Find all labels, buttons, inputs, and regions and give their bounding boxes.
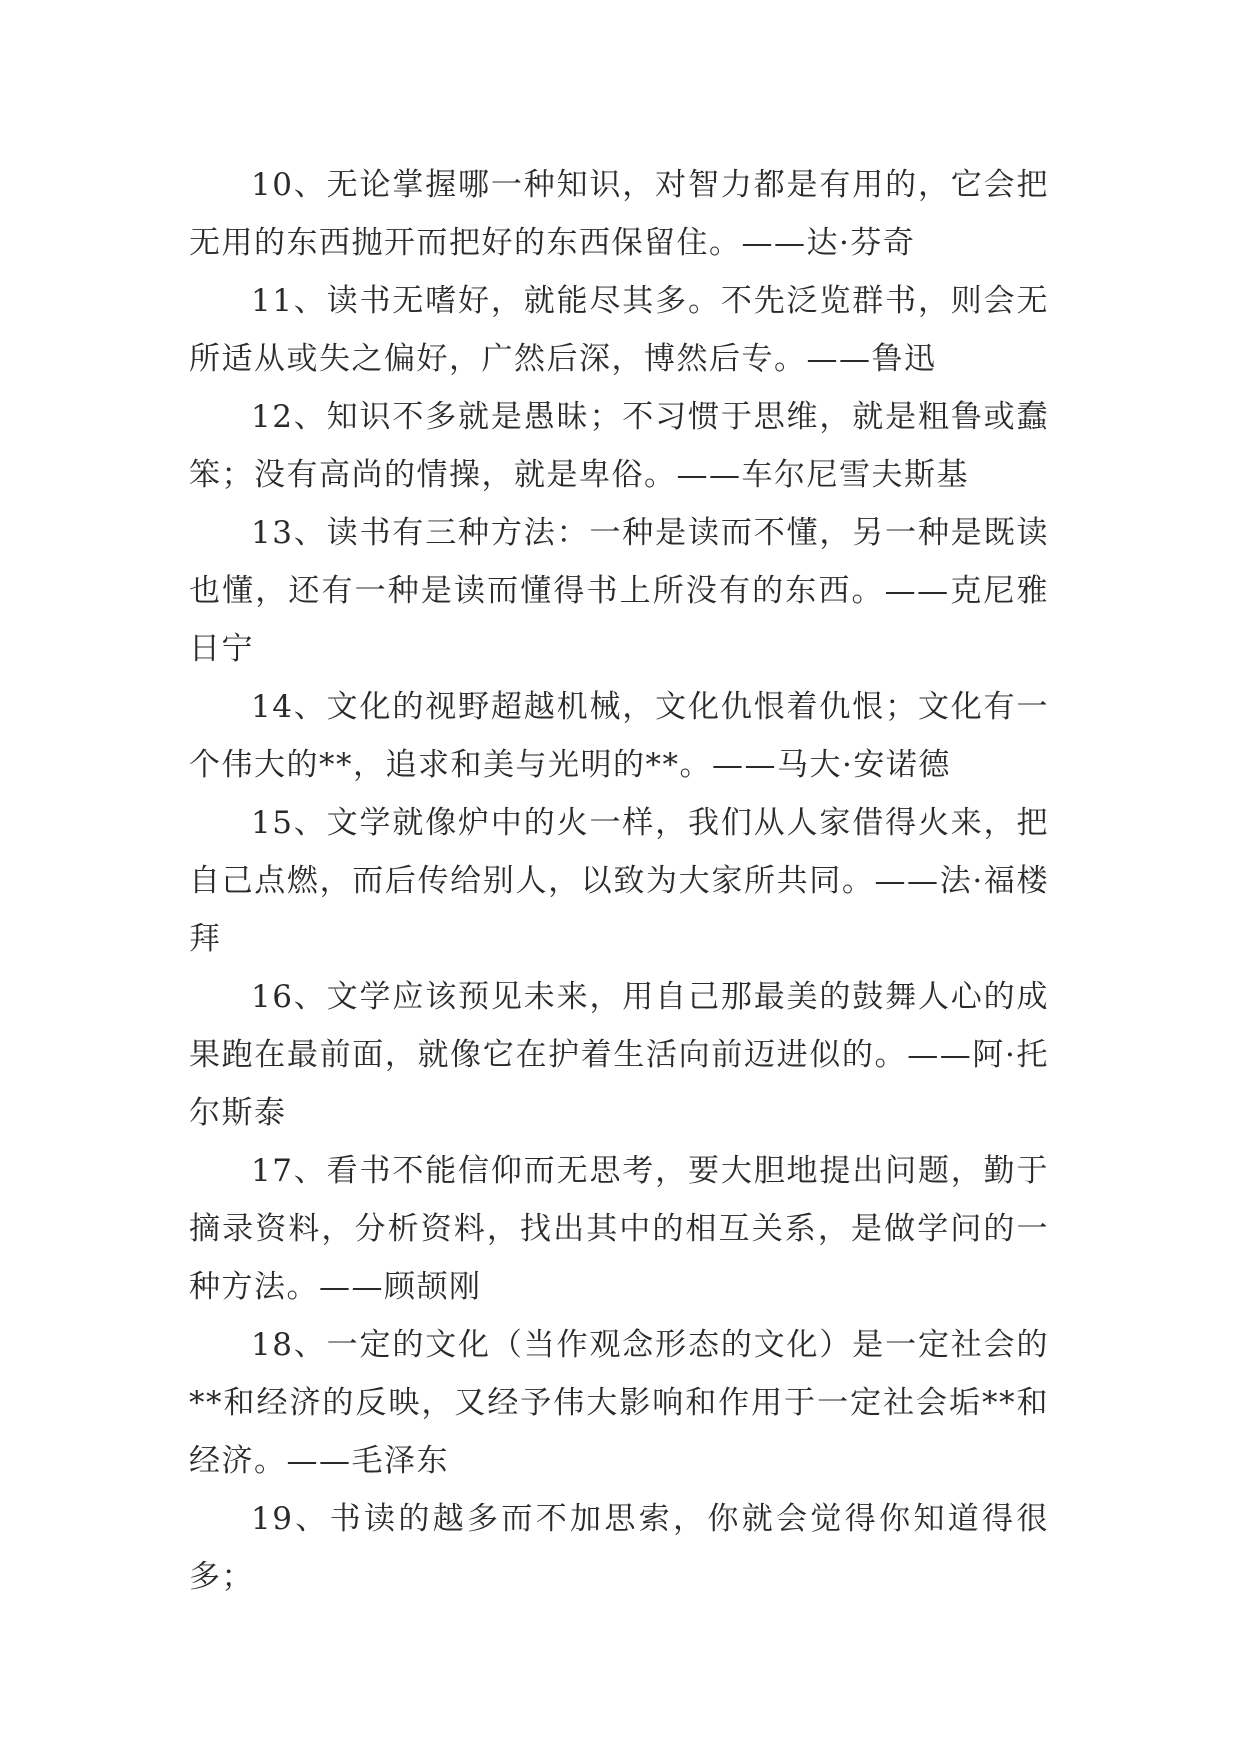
quote-paragraph-14: 14、文化的视野超越机械，文化仇恨着仇恨；文化有一个伟大的**，追求和美与光明的**。——马大·安诺德 [189,689,1049,783]
quote-paragraph-13: 13、读书有三种方法：一种是读而不懂，另一种是既读也懂，还有一种是读而懂得书上所没有的东西。——克尼雅日宁 [189,515,1049,667]
quote-paragraph-19: 19、书读的越多而不加思索，你就会觉得你知道得很多； [189,1501,1049,1595]
quote-paragraph-15: 15、文学就像炉中的火一样，我们从人家借得火来，把自己点燃，而后传给别人，以致为大家所共同。——法·福楼拜 [189,805,1049,957]
quote-paragraph-11: 11、读书无嗜好，就能尽其多。不先泛览群书，则会无所适从或失之偏好，广然后深，博然后专。——鲁迅 [189,283,1049,377]
quote-paragraph-18: 18、一定的文化（当作观念形态的文化）是一定社会的**和经济的反映，又经予伟大影响和作用于一定社会垢**和经济。——毛泽东 [189,1327,1049,1479]
quote-paragraph-12: 12、知识不多就是愚昧；不习惯于思维，就是粗鲁或蠢笨；没有高尚的情操，就是卑俗。——车尔尼雪夫斯基 [189,399,1049,493]
quote-paragraph-16: 16、文学应该预见未来，用自己那最美的鼓舞人心的成果跑在最前面，就像它在护着生活向前迈进似的。——阿·托尔斯泰 [189,979,1049,1131]
quote-paragraph-10: 10、无论掌握哪一种知识，对智力都是有用的，它会把无用的东西抛开而把好的东西保留住。——达·芬奇 [189,167,1049,261]
quote-paragraph-17: 17、看书不能信仰而无思考，要大胆地提出问题，勤于摘录资料，分析资料，找出其中的相互关系，是做学问的一种方法。——顾颉刚 [189,1153,1049,1305]
document-body [189,156,1049,1606]
